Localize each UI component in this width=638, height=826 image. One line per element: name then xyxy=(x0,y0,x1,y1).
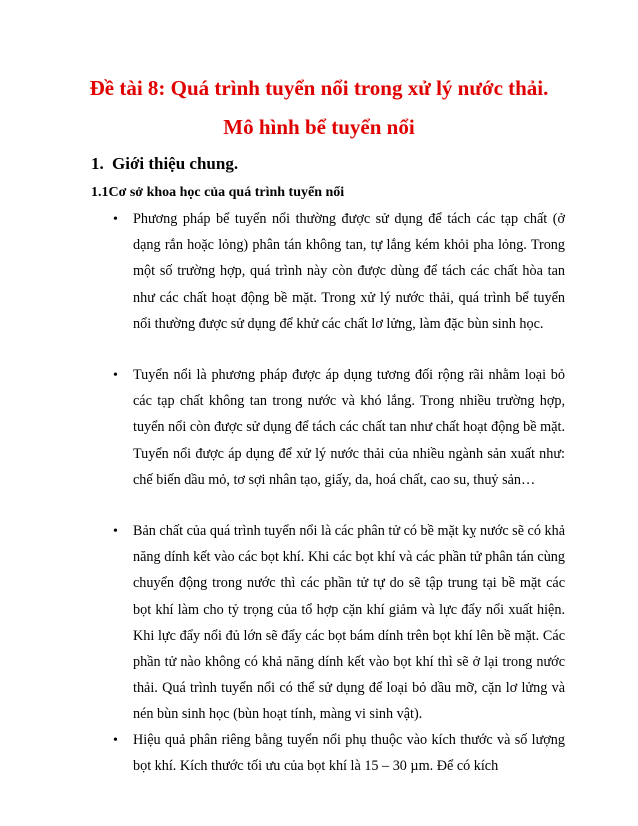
bullet-icon: • xyxy=(113,368,118,383)
list-item-text: Tuyển nổi là phương pháp được áp dụng tương đối rộng rãi nhằm loại bỏ các tạp chất không tan trong nước và khó lắng. Trong nhiều trường hợp, tuyển nổi còn được sử dụng để tách các chất tan như chất hoạt động bề mặt. Tuyển nổi được áp dụng để xử lý nước thải của nhiều ngành sản xuất như: chế biến dầu mỏ, tơ sợi nhân tạo, giấy, da, hoá chất, cao su, thuỷ sản… xyxy=(133,367,565,488)
document-title-line-1: Đề tài 8: Quá trình tuyển nổi trong xử lý nước thải. xyxy=(89,76,549,100)
section-number: 1. xyxy=(91,154,104,173)
bullet-icon: • xyxy=(113,733,118,748)
subsection-heading: 1.1Cơ sở khoa học của quá trình tuyển nổi xyxy=(91,185,345,200)
document-title-line-2: Mô hình bể tuyển nổi xyxy=(223,115,415,139)
bullet-icon: • xyxy=(113,524,118,539)
list-item-text: Hiệu quả phân riêng bằng tuyển nổi phụ thuộc vào kích thước và số lượng bọt khí. Kích thước tối ưu của bọt khí là 15 – 30 µm. Để có kích xyxy=(133,732,565,775)
list-item-text: Phương pháp bể tuyển nổi thường được sử dụng để tách các tạp chất (ở dạng rắn hoặc lỏng) phân tán không tan, tự lắng kém khỏi pha lỏng. Trong một số trường hợp, quá trình này còn được dùng để tách các chất hòa tan như các chất hoạt động bề mặt. Trong xử lý nước thải, quá trình bể tuyển nổi thường được sử dụng để khử các chất lơ lửng, làm đặc bùn sinh học. xyxy=(133,211,565,332)
section-title: Giới thiệu chung. xyxy=(112,154,239,173)
bullet-icon: • xyxy=(113,212,118,227)
section-heading xyxy=(91,154,238,174)
list-item-text: Bản chất của quá trình tuyển nổi là các phân tử có bề mặt kỵ nước sẽ có khả năng dính kết vào các bọt khí. Khi các bọt khí và các phần tử phân tán cùng chuyển động trong nước thì các phần tử tự do sẽ tập trung tại bề mặt các bọt khí làm cho tỷ trọng của tổ hợp cặn khí giảm và lực đẩy nổi xuất hiện. Khi lực đẩy nổi đủ lớn sẽ đẩy các bọt bám dính trên bọt khí lên bề mặt. Các phần tử nào không có khả năng dính kết vào bọt khí thì sẽ ở lại trong nước thải. Quá trình tuyển nổi có thể sử dụng để loại bỏ dầu mỡ, cặn lơ lửng và nén bùn sinh học (bùn hoạt tính, màng vi sinh vật). xyxy=(133,523,565,723)
